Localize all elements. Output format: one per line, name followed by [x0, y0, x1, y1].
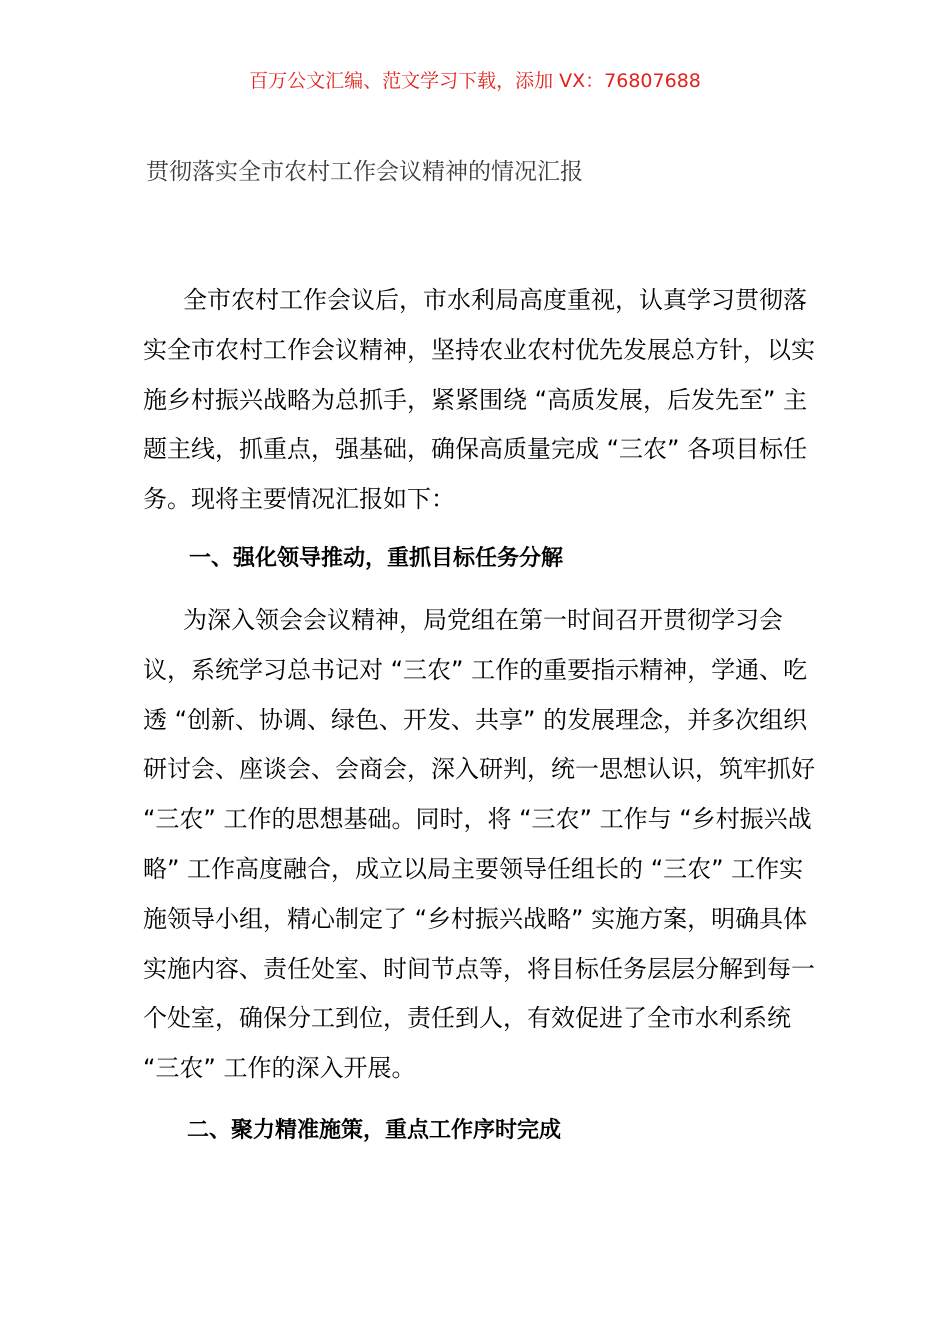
header-banner: 百万公文汇编、范文学习下载，添加 VX：76807688	[249, 70, 701, 92]
section-heading-2: 二、聚力精准施策，重点工作序时完成	[187, 1118, 562, 1143]
intro-paragraph: 全市农村工作会议后，市水利局高度重视，认真学习贯彻落实全市农村工作会议精神，坚持农业农村优先发展总方针，以实施乡村振兴战略为总抓手，紧紧围绕 “高质发展，后发先至” 主题主线，抓重点，强基础，确保高质量完成 “三农” 各项目标任务。现将主要情况汇报如下：	[143, 286, 815, 514]
section-1-paragraph: 为深入领会会议精神，局党组在第一时间召开贯彻学习会议，系统学习总书记对 “三农” 工作的重要指示精神，学通、吃透 “创新、协调、绿色、开发、共享” 的发展理念，并多次组织研讨会、座谈会、会商会，深入研判，统一思想认识，筑牢抓好 “三农” 工作的思想基础。同时，将 “三农” 工作与 “乡村振兴战略” 工作高度融合，成立以局主要领导任组长的 “三农” 工作实施领导小组，精心制定了 “乡村振兴战略” 实施方案，明确具体实施内容、责任处室、时间节点等，将目标任务层层分解到每一个处室，确保分工到位，责任到人，有效促进了全市水利系统 “三农” 工作的深入开展。	[143, 606, 815, 1083]
document-title: 贯彻落实全市农村工作会议精神的情况汇报	[146, 159, 583, 185]
section-heading-1: 一、强化领导推动，重抓目标任务分解	[189, 546, 564, 571]
